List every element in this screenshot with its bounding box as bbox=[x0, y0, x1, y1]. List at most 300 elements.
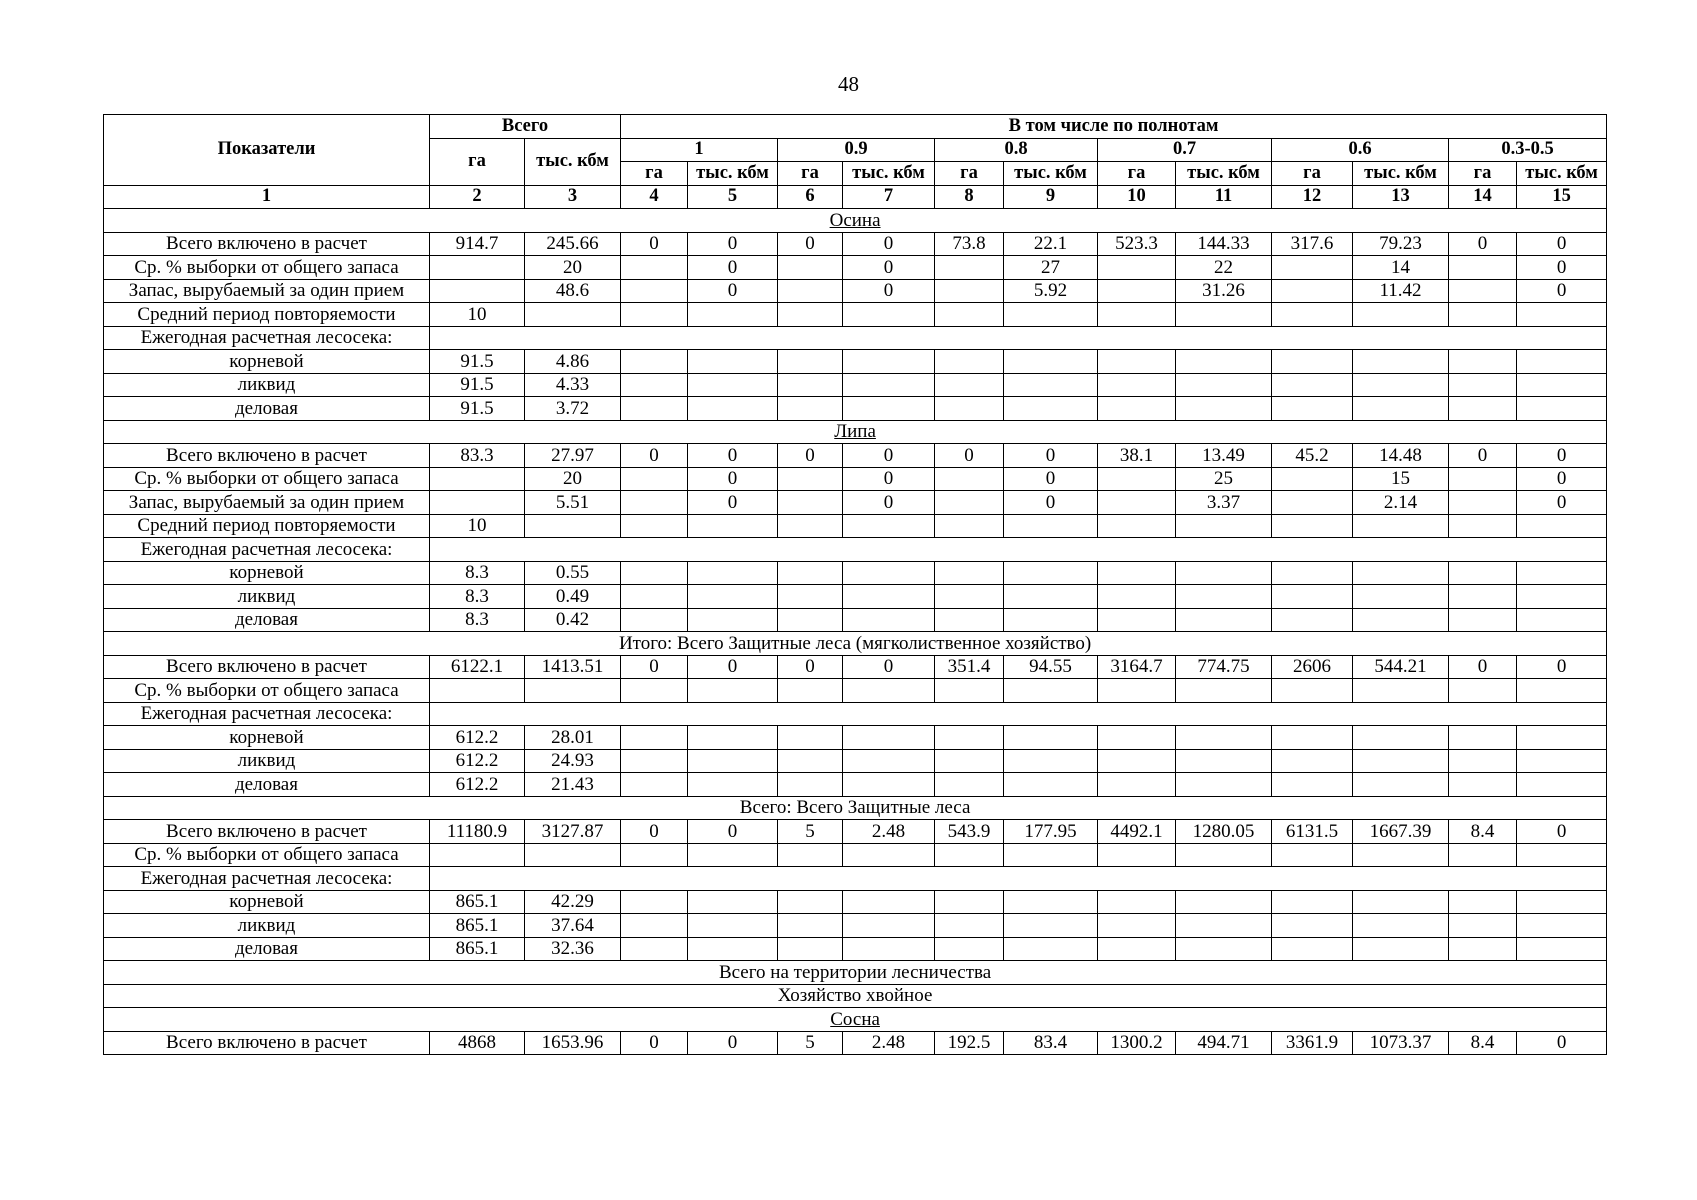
column-number: 15 bbox=[1517, 185, 1607, 209]
value-cell bbox=[843, 350, 935, 374]
value-cell bbox=[935, 279, 1004, 303]
column-number: 3 bbox=[525, 185, 621, 209]
value-cell bbox=[621, 843, 688, 867]
value-cell bbox=[935, 350, 1004, 374]
value-cell: 0 bbox=[688, 491, 778, 515]
column-number: 4 bbox=[621, 185, 688, 209]
page-number: 48 bbox=[838, 72, 859, 96]
value-cell: 0 bbox=[778, 232, 843, 256]
value-cell bbox=[1176, 303, 1272, 327]
value-cell: 0 bbox=[935, 444, 1004, 468]
value-cell bbox=[1098, 608, 1176, 632]
value-cell bbox=[1272, 467, 1353, 491]
section-title: Всего: Всего Защитные леса bbox=[739, 797, 971, 819]
value-cell bbox=[1449, 843, 1517, 867]
value-cell bbox=[1098, 773, 1176, 797]
value-cell bbox=[1449, 279, 1517, 303]
value-cell: 91.5 bbox=[430, 373, 525, 397]
value-cell: 22.1 bbox=[1004, 232, 1098, 256]
table-row bbox=[104, 444, 1607, 468]
row-label: Ср. % выборки от общего запаса bbox=[104, 843, 430, 867]
value-cell: 245.66 bbox=[525, 232, 621, 256]
value-cell bbox=[1098, 256, 1176, 280]
value-cell bbox=[1176, 890, 1272, 914]
value-cell bbox=[1004, 749, 1098, 773]
value-cell bbox=[1272, 279, 1353, 303]
row-label: Всего включено в расчет bbox=[104, 1031, 430, 1055]
value-cell bbox=[688, 679, 778, 703]
value-cell bbox=[935, 608, 1004, 632]
value-cell bbox=[778, 491, 843, 515]
header-volume: тыс. кбм bbox=[688, 162, 778, 186]
value-cell bbox=[1098, 279, 1176, 303]
value-cell: 83.4 bbox=[1004, 1031, 1098, 1055]
value-cell bbox=[1449, 749, 1517, 773]
value-cell: 0.49 bbox=[525, 585, 621, 609]
value-cell bbox=[1272, 843, 1353, 867]
value-cell: 0 bbox=[688, 1031, 778, 1055]
value-cell bbox=[843, 561, 935, 585]
value-cell: 5.92 bbox=[1004, 279, 1098, 303]
column-number-row bbox=[104, 185, 1607, 209]
value-cell bbox=[935, 373, 1004, 397]
section-row bbox=[104, 796, 1607, 820]
column-number: 11 bbox=[1176, 185, 1272, 209]
value-cell bbox=[935, 679, 1004, 703]
section-row bbox=[104, 984, 1607, 1008]
value-cell bbox=[1272, 679, 1353, 703]
subheading-row bbox=[104, 867, 1607, 891]
value-cell bbox=[525, 303, 621, 327]
value-cell: 0 bbox=[688, 232, 778, 256]
value-cell bbox=[1098, 585, 1176, 609]
value-cell bbox=[688, 303, 778, 327]
value-cell bbox=[621, 514, 688, 538]
table-row bbox=[104, 373, 1607, 397]
row-label: Ср. % выборки от общего запаса bbox=[104, 679, 430, 703]
value-cell bbox=[1098, 890, 1176, 914]
value-cell: 0 bbox=[688, 820, 778, 844]
value-cell bbox=[621, 679, 688, 703]
section-title: Липа bbox=[834, 421, 876, 443]
value-cell: 2606 bbox=[1272, 655, 1353, 679]
value-cell bbox=[843, 726, 935, 750]
value-cell bbox=[621, 491, 688, 515]
value-cell bbox=[1517, 350, 1607, 374]
value-cell bbox=[1353, 350, 1449, 374]
value-cell bbox=[1098, 843, 1176, 867]
table-row bbox=[104, 820, 1607, 844]
value-cell bbox=[1004, 397, 1098, 421]
value-cell bbox=[778, 467, 843, 491]
value-cell: 1413.51 bbox=[525, 655, 621, 679]
value-cell bbox=[778, 914, 843, 938]
value-cell: 0 bbox=[688, 256, 778, 280]
value-cell bbox=[778, 373, 843, 397]
value-cell bbox=[778, 726, 843, 750]
value-cell bbox=[935, 749, 1004, 773]
value-cell bbox=[1449, 350, 1517, 374]
value-cell bbox=[1517, 726, 1607, 750]
value-cell bbox=[935, 561, 1004, 585]
value-cell bbox=[1449, 561, 1517, 585]
column-number: 12 bbox=[1272, 185, 1353, 209]
value-cell bbox=[1272, 303, 1353, 327]
table-row bbox=[104, 303, 1607, 327]
value-cell bbox=[1517, 561, 1607, 585]
value-cell: 0 bbox=[688, 444, 778, 468]
row-label: деловая bbox=[104, 937, 430, 961]
value-cell bbox=[1449, 303, 1517, 327]
column-number: 13 bbox=[1353, 185, 1449, 209]
row-label: Ср. % выборки от общего запаса bbox=[104, 256, 430, 280]
value-cell bbox=[1353, 397, 1449, 421]
value-cell: 0 bbox=[688, 655, 778, 679]
value-cell bbox=[1272, 397, 1353, 421]
row-label: Ежегодная расчетная лесосека: bbox=[104, 702, 430, 726]
value-cell: 774.75 bbox=[1176, 655, 1272, 679]
value-cell bbox=[935, 397, 1004, 421]
value-cell bbox=[843, 773, 935, 797]
value-cell: 865.1 bbox=[430, 937, 525, 961]
header-density: 0.8 bbox=[935, 138, 1098, 162]
value-cell bbox=[843, 937, 935, 961]
row-label: деловая bbox=[104, 608, 430, 632]
value-cell bbox=[1517, 585, 1607, 609]
value-cell bbox=[1176, 726, 1272, 750]
value-cell: 0 bbox=[843, 444, 935, 468]
value-cell: 177.95 bbox=[1004, 820, 1098, 844]
value-cell bbox=[778, 937, 843, 961]
header-ha: га bbox=[1098, 162, 1176, 186]
value-cell bbox=[1176, 608, 1272, 632]
value-cell bbox=[1517, 514, 1607, 538]
value-cell bbox=[935, 491, 1004, 515]
value-cell bbox=[1004, 350, 1098, 374]
value-cell: 4492.1 bbox=[1098, 820, 1176, 844]
value-cell bbox=[1272, 914, 1353, 938]
value-cell: 48.6 bbox=[525, 279, 621, 303]
empty-span-cell bbox=[430, 326, 1607, 350]
header-volume: тыс. кбм bbox=[1176, 162, 1272, 186]
empty-span-cell bbox=[430, 538, 1607, 562]
value-cell: 4.33 bbox=[525, 373, 621, 397]
value-cell bbox=[430, 843, 525, 867]
value-cell: 0 bbox=[1517, 232, 1607, 256]
value-cell bbox=[688, 890, 778, 914]
value-cell bbox=[1098, 514, 1176, 538]
value-cell bbox=[1176, 679, 1272, 703]
value-cell bbox=[1517, 890, 1607, 914]
value-cell: 10 bbox=[430, 303, 525, 327]
value-cell: 37.64 bbox=[525, 914, 621, 938]
value-cell bbox=[1004, 561, 1098, 585]
value-cell bbox=[1353, 303, 1449, 327]
value-cell bbox=[1004, 373, 1098, 397]
value-cell bbox=[1353, 608, 1449, 632]
value-cell bbox=[1517, 749, 1607, 773]
value-cell: 865.1 bbox=[430, 914, 525, 938]
value-cell: 494.71 bbox=[1176, 1031, 1272, 1055]
value-cell bbox=[1353, 937, 1449, 961]
value-cell bbox=[1004, 773, 1098, 797]
value-cell bbox=[1353, 843, 1449, 867]
value-cell bbox=[778, 843, 843, 867]
value-cell bbox=[1176, 914, 1272, 938]
section-title: Сосна bbox=[830, 1008, 880, 1030]
value-cell: 612.2 bbox=[430, 773, 525, 797]
value-cell bbox=[935, 937, 1004, 961]
row-label: Всего включено в расчет bbox=[104, 232, 430, 256]
value-cell bbox=[1449, 608, 1517, 632]
section-title-cell bbox=[104, 209, 1607, 233]
row-label: ликвид bbox=[104, 585, 430, 609]
value-cell bbox=[1517, 608, 1607, 632]
value-cell bbox=[1004, 890, 1098, 914]
value-cell bbox=[1517, 373, 1607, 397]
value-cell: 0 bbox=[1517, 1031, 1607, 1055]
row-label: ликвид bbox=[104, 373, 430, 397]
value-cell bbox=[1517, 397, 1607, 421]
row-label: ликвид bbox=[104, 749, 430, 773]
value-cell bbox=[1098, 726, 1176, 750]
value-cell bbox=[1272, 608, 1353, 632]
value-cell: 0 bbox=[688, 467, 778, 491]
value-cell bbox=[1272, 514, 1353, 538]
value-cell bbox=[688, 937, 778, 961]
column-number: 6 bbox=[778, 185, 843, 209]
value-cell: 3164.7 bbox=[1098, 655, 1176, 679]
header-ha: га bbox=[1272, 162, 1353, 186]
value-cell bbox=[621, 726, 688, 750]
value-cell bbox=[621, 467, 688, 491]
value-cell bbox=[1098, 679, 1176, 703]
value-cell bbox=[778, 256, 843, 280]
header-volume: тыс. кбм bbox=[843, 162, 935, 186]
value-cell: 0 bbox=[621, 1031, 688, 1055]
value-cell bbox=[1098, 373, 1176, 397]
value-cell: 8.4 bbox=[1449, 820, 1517, 844]
value-cell: 73.8 bbox=[935, 232, 1004, 256]
value-cell: 317.6 bbox=[1272, 232, 1353, 256]
value-cell: 79.23 bbox=[1353, 232, 1449, 256]
value-cell bbox=[843, 373, 935, 397]
value-cell bbox=[935, 585, 1004, 609]
row-label: корневой bbox=[104, 890, 430, 914]
value-cell: 45.2 bbox=[1272, 444, 1353, 468]
value-cell: 0 bbox=[1517, 444, 1607, 468]
row-label: Всего включено в расчет bbox=[104, 820, 430, 844]
header-total-ha: га bbox=[430, 138, 525, 185]
value-cell bbox=[1449, 397, 1517, 421]
value-cell bbox=[1272, 373, 1353, 397]
value-cell bbox=[1353, 890, 1449, 914]
value-cell: 0 bbox=[843, 467, 935, 491]
value-cell bbox=[1176, 514, 1272, 538]
value-cell: 10 bbox=[430, 514, 525, 538]
table-row bbox=[104, 467, 1607, 491]
header-density: 1 bbox=[621, 138, 778, 162]
value-cell: 14 bbox=[1353, 256, 1449, 280]
value-cell bbox=[621, 303, 688, 327]
value-cell bbox=[1449, 585, 1517, 609]
header-volume: тыс. кбм bbox=[1353, 162, 1449, 186]
value-cell bbox=[1098, 561, 1176, 585]
value-cell bbox=[1449, 373, 1517, 397]
value-cell bbox=[1272, 491, 1353, 515]
row-label: Запас, вырубаемый за один прием bbox=[104, 279, 430, 303]
value-cell: 0.42 bbox=[525, 608, 621, 632]
value-cell bbox=[621, 914, 688, 938]
value-cell: 20 bbox=[525, 467, 621, 491]
value-cell bbox=[621, 585, 688, 609]
value-cell bbox=[621, 397, 688, 421]
value-cell: 0 bbox=[778, 655, 843, 679]
value-cell bbox=[621, 256, 688, 280]
value-cell bbox=[1004, 726, 1098, 750]
value-cell: 28.01 bbox=[525, 726, 621, 750]
value-cell: 0.55 bbox=[525, 561, 621, 585]
value-cell bbox=[843, 749, 935, 773]
value-cell bbox=[1098, 397, 1176, 421]
value-cell bbox=[688, 749, 778, 773]
row-label: ликвид bbox=[104, 914, 430, 938]
value-cell bbox=[778, 350, 843, 374]
value-cell: 6122.1 bbox=[430, 655, 525, 679]
value-cell bbox=[1449, 679, 1517, 703]
row-label: Средний период повторяемости bbox=[104, 303, 430, 327]
value-cell: 11180.9 bbox=[430, 820, 525, 844]
row-label: корневой bbox=[104, 350, 430, 374]
value-cell bbox=[1176, 373, 1272, 397]
section-title: Итого: Всего Защитные леса (мягколиственное хозяйство) bbox=[618, 632, 1092, 654]
value-cell bbox=[1176, 585, 1272, 609]
value-cell bbox=[843, 679, 935, 703]
section-title-cell bbox=[104, 796, 1607, 820]
value-cell bbox=[688, 585, 778, 609]
value-cell: 0 bbox=[621, 655, 688, 679]
section-title-cell bbox=[104, 420, 1607, 444]
header-including: В том числе по полнотам bbox=[621, 115, 1607, 139]
table-row bbox=[104, 679, 1607, 703]
value-cell: 13.49 bbox=[1176, 444, 1272, 468]
column-number: 2 bbox=[430, 185, 525, 209]
value-cell: 0 bbox=[843, 491, 935, 515]
value-cell bbox=[430, 467, 525, 491]
value-cell bbox=[688, 773, 778, 797]
table-row bbox=[104, 726, 1607, 750]
table-row bbox=[104, 1031, 1607, 1055]
value-cell bbox=[1098, 303, 1176, 327]
value-cell: 5 bbox=[778, 820, 843, 844]
value-cell bbox=[1272, 937, 1353, 961]
value-cell bbox=[778, 303, 843, 327]
value-cell bbox=[843, 585, 935, 609]
value-cell bbox=[1176, 350, 1272, 374]
column-number: 10 bbox=[1098, 185, 1176, 209]
value-cell bbox=[778, 585, 843, 609]
value-cell: 612.2 bbox=[430, 726, 525, 750]
value-cell bbox=[1517, 914, 1607, 938]
value-cell: 0 bbox=[1517, 491, 1607, 515]
value-cell bbox=[1449, 467, 1517, 491]
value-cell bbox=[1272, 773, 1353, 797]
section-row bbox=[104, 1008, 1607, 1032]
section-title: Хозяйство хвойное bbox=[777, 985, 933, 1007]
value-cell: 1073.37 bbox=[1353, 1031, 1449, 1055]
table-row bbox=[104, 232, 1607, 256]
value-cell bbox=[1353, 726, 1449, 750]
value-cell bbox=[1353, 514, 1449, 538]
value-cell bbox=[1098, 350, 1176, 374]
value-cell bbox=[621, 773, 688, 797]
value-cell: 3.72 bbox=[525, 397, 621, 421]
table-row bbox=[104, 585, 1607, 609]
value-cell: 612.2 bbox=[430, 749, 525, 773]
value-cell: 2.48 bbox=[843, 1031, 935, 1055]
table-row bbox=[104, 655, 1607, 679]
header-ha: га bbox=[1449, 162, 1517, 186]
value-cell bbox=[621, 561, 688, 585]
row-label: Всего включено в расчет bbox=[104, 655, 430, 679]
empty-span-cell bbox=[430, 702, 1607, 726]
value-cell: 5.51 bbox=[525, 491, 621, 515]
value-cell: 0 bbox=[1004, 491, 1098, 515]
section-title-cell bbox=[104, 632, 1607, 656]
section-row bbox=[104, 209, 1607, 233]
value-cell: 865.1 bbox=[430, 890, 525, 914]
value-cell: 32.36 bbox=[525, 937, 621, 961]
value-cell bbox=[778, 279, 843, 303]
value-cell: 0 bbox=[843, 232, 935, 256]
value-cell bbox=[1176, 397, 1272, 421]
value-cell bbox=[688, 914, 778, 938]
header-volume: тыс. кбм bbox=[1517, 162, 1607, 186]
header-ha: га bbox=[778, 162, 843, 186]
value-cell bbox=[935, 514, 1004, 538]
value-cell bbox=[778, 679, 843, 703]
value-cell: 25 bbox=[1176, 467, 1272, 491]
value-cell: 0 bbox=[1517, 655, 1607, 679]
header-density: 0.3-0.5 bbox=[1449, 138, 1607, 162]
header-ha: га bbox=[621, 162, 688, 186]
header-density: 0.9 bbox=[778, 138, 935, 162]
value-cell bbox=[621, 890, 688, 914]
value-cell: 8.4 bbox=[1449, 1031, 1517, 1055]
value-cell: 544.21 bbox=[1353, 655, 1449, 679]
value-cell bbox=[430, 256, 525, 280]
value-cell bbox=[1176, 561, 1272, 585]
header-ha: га bbox=[935, 162, 1004, 186]
value-cell: 8.3 bbox=[430, 585, 525, 609]
value-cell bbox=[1272, 585, 1353, 609]
value-cell bbox=[621, 350, 688, 374]
value-cell bbox=[843, 514, 935, 538]
value-cell bbox=[688, 726, 778, 750]
value-cell bbox=[1353, 914, 1449, 938]
table-row bbox=[104, 890, 1607, 914]
value-cell bbox=[1004, 608, 1098, 632]
table-row bbox=[104, 773, 1607, 797]
value-cell bbox=[1004, 303, 1098, 327]
value-cell: 0 bbox=[778, 444, 843, 468]
value-cell: 94.55 bbox=[1004, 655, 1098, 679]
value-cell bbox=[778, 608, 843, 632]
value-cell bbox=[525, 514, 621, 538]
value-cell: 21.43 bbox=[525, 773, 621, 797]
value-cell bbox=[1353, 679, 1449, 703]
value-cell bbox=[1449, 914, 1517, 938]
